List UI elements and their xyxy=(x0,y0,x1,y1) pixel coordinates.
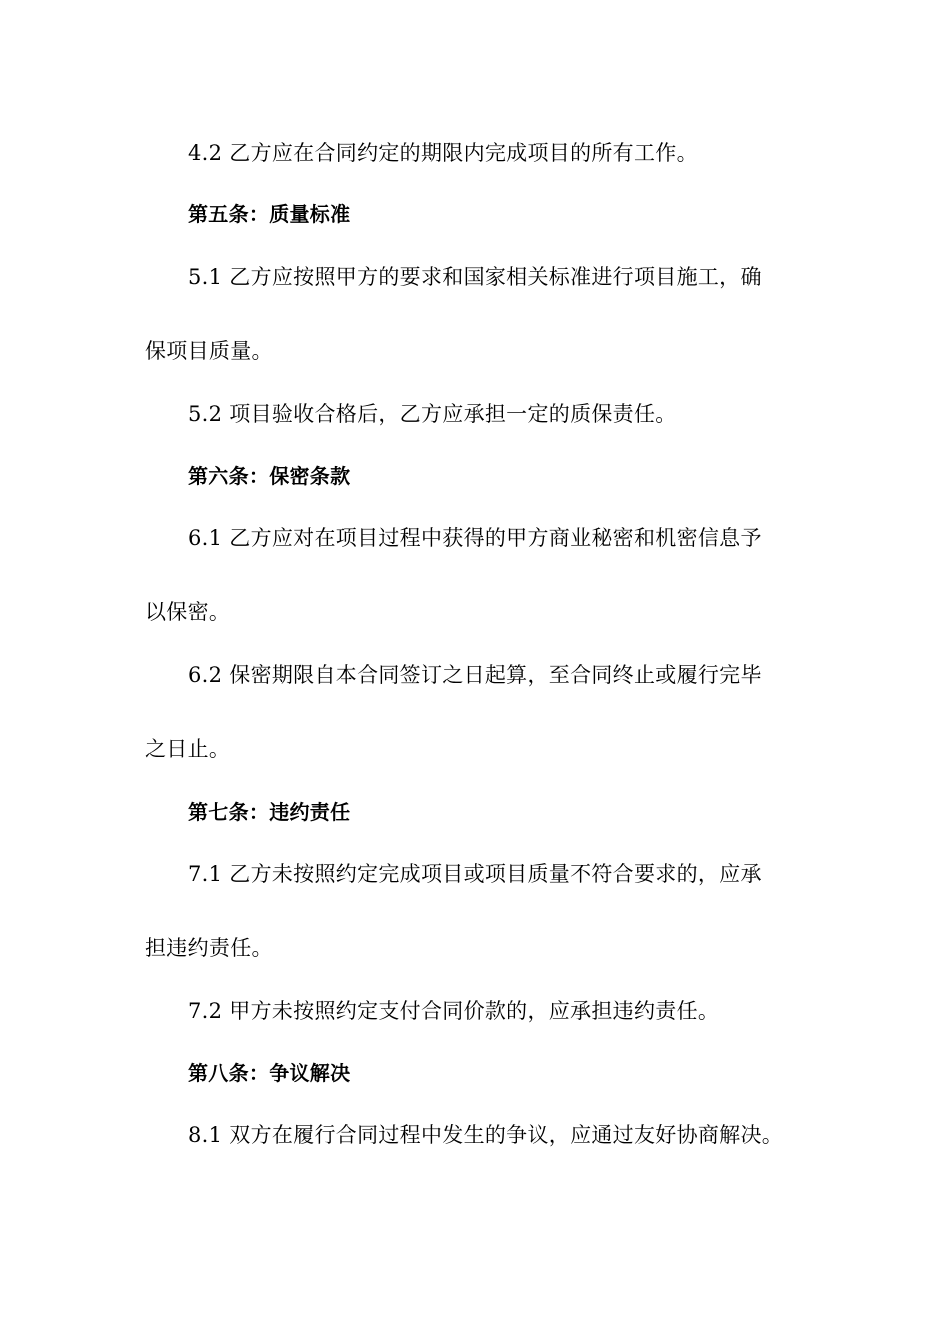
clause-7-1-line-2: 担违约责任。 xyxy=(145,936,273,960)
heading-article-8: 第八条：争议解决 xyxy=(188,1061,351,1085)
clause-4-2: 4.2 乙方应在合同约定的期限内完成项目的所有工作。 xyxy=(188,141,698,165)
clause-6-1-line-1: 6.1 乙方应对在项目过程中获得的甲方商业秘密和机密信息予 xyxy=(188,526,762,550)
clause-6-1-line-2: 以保密。 xyxy=(145,600,231,624)
clause-7-1-line-1: 7.1 乙方未按照约定完成项目或项目质量不符合要求的，应承 xyxy=(188,862,762,886)
clause-8-1: 8.1 双方在履行合同过程中发生的争议，应通过友好协商解决。 xyxy=(188,1123,784,1147)
heading-article-7: 第七条：违约责任 xyxy=(188,800,351,824)
clause-5-1-line-1: 5.1 乙方应按照甲方的要求和国家相关标准进行项目施工，确 xyxy=(188,265,762,289)
clause-5-2: 5.2 项目验收合格后，乙方应承担一定的质保责任。 xyxy=(188,402,677,426)
clause-5-1-line-2: 保项目质量。 xyxy=(145,339,273,363)
clause-6-2-line-2: 之日止。 xyxy=(145,737,231,761)
heading-article-5: 第五条：质量标准 xyxy=(188,202,351,226)
heading-article-6: 第六条：保密条款 xyxy=(188,464,351,488)
clause-6-2-line-1: 6.2 保密期限自本合同签订之日起算，至合同终止或履行完毕 xyxy=(188,663,762,687)
clause-7-2: 7.2 甲方未按照约定支付合同价款的，应承担违约责任。 xyxy=(188,999,720,1023)
